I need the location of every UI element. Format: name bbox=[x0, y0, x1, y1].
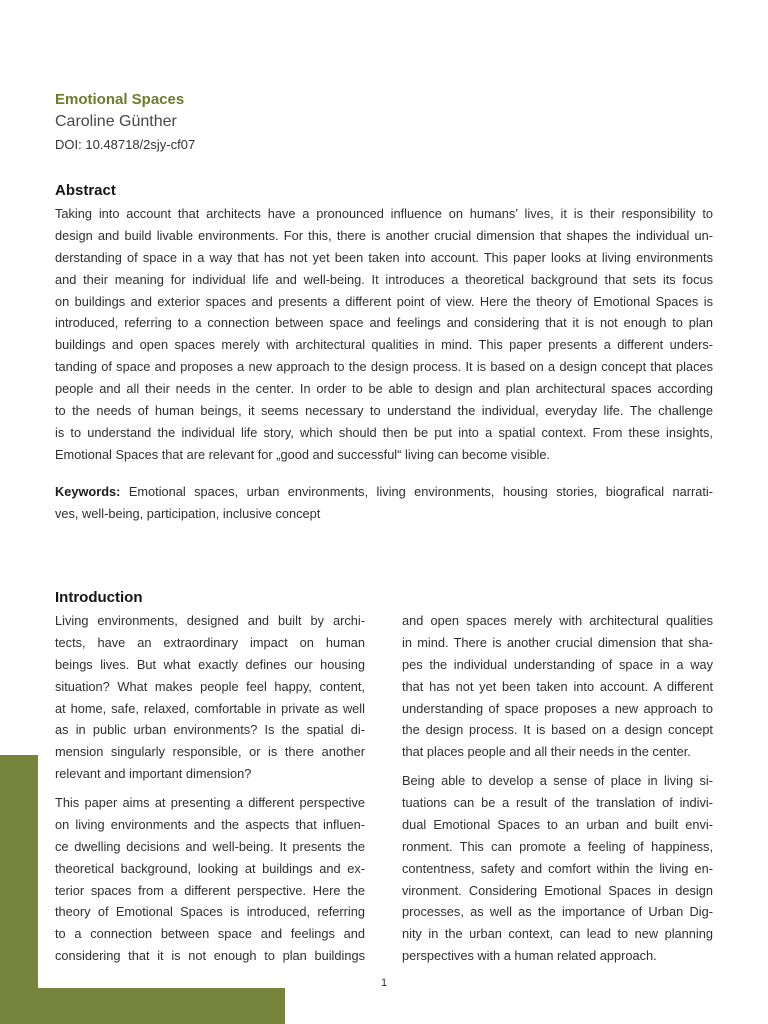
page-number: 1 bbox=[380, 977, 388, 989]
abstract-line: is to understand the individual life story, which should then be put into a spatial context. From these insights, bbox=[55, 424, 713, 440]
paragraph-line: relevant and important dimension? bbox=[55, 766, 252, 782]
paragraph bbox=[55, 792, 365, 967]
keywords-text: Emotional spaces, urban environments, living environments, housing stories, biografical narrati- bbox=[128, 484, 713, 499]
paragraph-line: considering that it is not enough to plan buildings bbox=[55, 948, 365, 964]
paragraph bbox=[402, 770, 713, 967]
keywords-line: ves, well-being, participation, inclusive concept bbox=[55, 505, 321, 521]
paragraph bbox=[402, 610, 713, 763]
abstract-line: tanding of space and proposes a new approach to the design process. It is based on a design concept that places bbox=[55, 359, 713, 375]
paragraph-line: contentness, safety and comfort within the living en- bbox=[402, 860, 713, 876]
paragraph-line: the design process. It is based on a design concept bbox=[402, 722, 713, 738]
abstract-line: and their meaning for individual life and well-being. It introduces a theoretical background that sets its focus bbox=[55, 271, 713, 287]
paragraph-line: and open spaces merely with architectural qualities bbox=[402, 613, 713, 628]
abstract-line: introduced, referring to a connection between space and feelings and considering that it is not enough to plan bbox=[55, 315, 713, 331]
abstract-line: buildings and open spaces merely with architectural qualities in mind. This paper presents a different unders- bbox=[55, 337, 713, 353]
paragraph-line: dual Emotional Spaces to an urban and built envi- bbox=[402, 816, 713, 832]
paragraph-line: theoretical background, looking at buildings and ex- bbox=[55, 860, 365, 876]
paragraph-line: mension singularly responsible, or is there another bbox=[55, 744, 365, 760]
paragraph-line: at home, safe, relaxed, comfortable in private as well bbox=[55, 700, 365, 716]
abstract-line: people and all their needs in the center. In order to be able to design and plan architectural spaces according bbox=[55, 381, 713, 397]
abstract-line: derstanding of space in a way that has not yet been taken into account. This paper looks at living environments bbox=[55, 249, 713, 265]
author-name: Caroline Günther bbox=[55, 113, 177, 130]
paragraph-line: on living environments and the aspects that influen- bbox=[55, 816, 365, 832]
paragraph-line: Being able to develop a sense of place in living si- bbox=[402, 773, 713, 789]
paragraph-line: nity in the urban context, can lead to new planning bbox=[402, 926, 713, 942]
right-column bbox=[402, 610, 713, 967]
accent-bar-horizontal bbox=[0, 988, 285, 1024]
paragraph-line: beings lives. But what exactly defines our housing bbox=[55, 656, 365, 672]
paragraph-line: to a connection between space and feelings and bbox=[55, 926, 365, 942]
paragraph-line: tuations can be a result of the translation of indivi- bbox=[402, 795, 713, 811]
paragraph-line: that places people and all their needs in the center. bbox=[402, 744, 691, 760]
paragraph-line: ce dwelling decisions and well-being. It presents the bbox=[55, 838, 365, 854]
abstract-heading: Abstract bbox=[55, 182, 116, 199]
abstract-body bbox=[55, 203, 713, 466]
abstract-line: Taking into account that architects have a pronounced influence on humans’ lives, it is their responsibility to bbox=[55, 206, 713, 221]
paragraph-line: situation? What makes people feel happy, content, bbox=[55, 678, 365, 694]
abstract-line: Emotional Spaces that are relevant for „good and successful“ living can become visible. bbox=[55, 446, 551, 462]
doi-text: DOI: 10.48718/2sjy-cf07 bbox=[55, 137, 196, 152]
paragraph-line: vironment. Considering Emotional Spaces in design bbox=[402, 882, 713, 898]
keywords-label: Keywords: bbox=[55, 484, 121, 499]
paragraph-line: tects, have an extraordinary impact on human bbox=[55, 634, 365, 650]
abstract-line: to the needs of human beings, it seems necessary to understand the individual, everyday life. The challenge bbox=[55, 403, 713, 419]
paragraph-line: in mind. There is another crucial dimension that sha- bbox=[402, 634, 713, 650]
paragraph-line: theory of Emotional Spaces is introduced, referring bbox=[55, 904, 365, 920]
paper-title: Emotional Spaces bbox=[55, 91, 185, 108]
paragraph-line: This paper aims at presenting a different perspective bbox=[55, 795, 365, 811]
paragraph-line: perspectives with a human related approach. bbox=[402, 948, 657, 964]
left-column bbox=[55, 610, 365, 967]
paragraph-line: that has not yet been taken into account. A different bbox=[402, 678, 713, 694]
paragraph-line: Living environments, designed and built by archi- bbox=[55, 613, 365, 628]
paragraph-line: pes the individual understanding of space in a way bbox=[402, 656, 713, 672]
abstract-line: on buildings and exterior spaces and presents a different point of view. Here the theory of Emotional Spaces is bbox=[55, 293, 713, 309]
paragraph-line: processes, as well as the importance of Urban Dig- bbox=[402, 904, 713, 920]
keywords-line bbox=[55, 481, 713, 503]
abstract-line: design and build livable environments. For this, there is another crucial dimension that shapes the individual un- bbox=[55, 227, 713, 243]
paragraph-line: terior spaces from a different perspective. Here the bbox=[55, 882, 365, 898]
keywords-block bbox=[55, 481, 713, 525]
introduction-heading: Introduction bbox=[55, 589, 143, 606]
paragraph bbox=[55, 610, 365, 785]
paragraph-line: understanding of space proposes a new approach to bbox=[402, 700, 713, 716]
paragraph-line: ronment. This can promote a feeling of happiness, bbox=[402, 838, 713, 854]
paragraph-line: as in public urban environments? Is the spatial di- bbox=[55, 722, 365, 738]
